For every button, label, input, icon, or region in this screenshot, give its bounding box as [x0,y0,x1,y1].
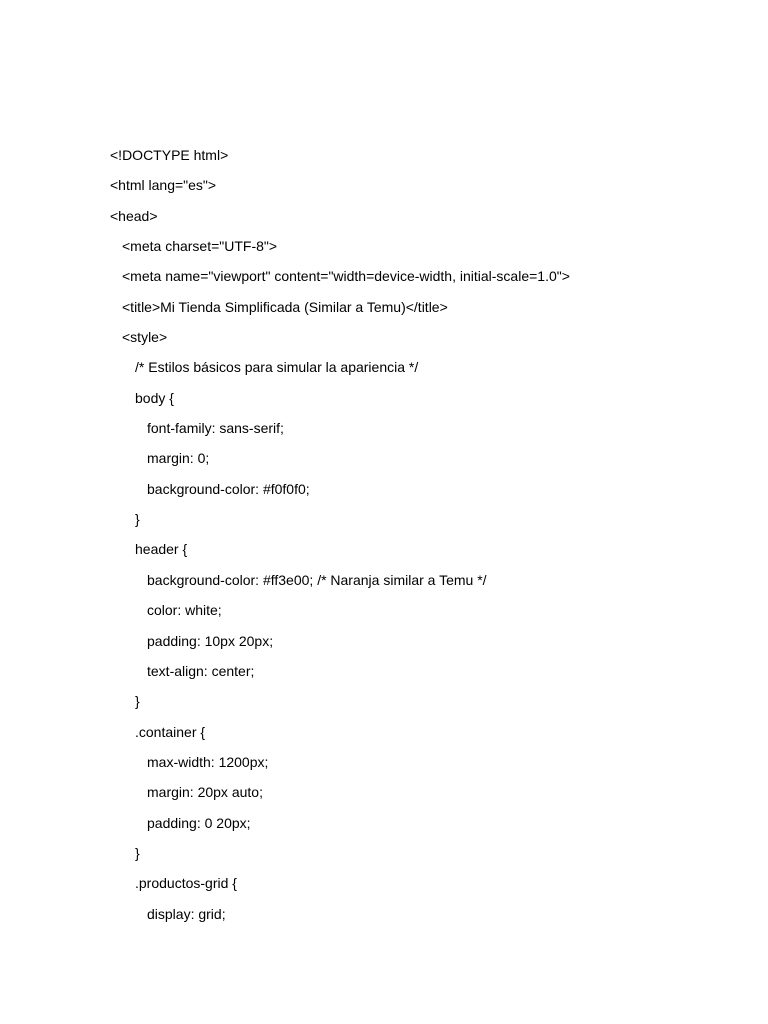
code-line: <title>Mi Tienda Simplificada (Similar a Temu)</title> [122,298,448,315]
code-line: <head> [110,207,158,224]
code-line: display: grid; [147,905,226,922]
code-line: } [135,693,140,710]
code-line: text-align: center; [147,662,255,679]
code-line: <meta charset="UTF-8"> [122,238,278,255]
code-line: padding: 0 20px; [147,814,251,831]
code-line: .container { [135,723,206,740]
code-listing [110,145,750,934]
code-line: background-color: #f0f0f0; [147,480,310,497]
code-line: background-color: #ff3e00; /* Naranja similar a Temu */ [147,571,487,588]
code-line: } [135,511,140,528]
code-line: <meta name="viewport" content="width=device-width, initial-scale=1.0"> [122,268,570,285]
code-line: margin: 20px auto; [147,784,263,801]
code-line: body { [135,389,174,406]
code-line: padding: 10px 20px; [147,632,274,649]
code-line: <!DOCTYPE html> [110,147,229,163]
code-line: max-width: 1200px; [147,753,269,770]
code-line: font-family: sans-serif; [147,420,284,437]
code-line: <style> [122,329,168,346]
code-line: <html lang="es"> [110,177,217,194]
code-line: /* Estilos básicos para simular la apariencia */ [135,359,419,376]
code-line: header { [135,541,188,558]
code-line: } [135,844,140,861]
code-line: margin: 0; [147,450,210,467]
code-line: color: white; [147,602,222,619]
code-line: .productos-grid { [135,875,237,892]
